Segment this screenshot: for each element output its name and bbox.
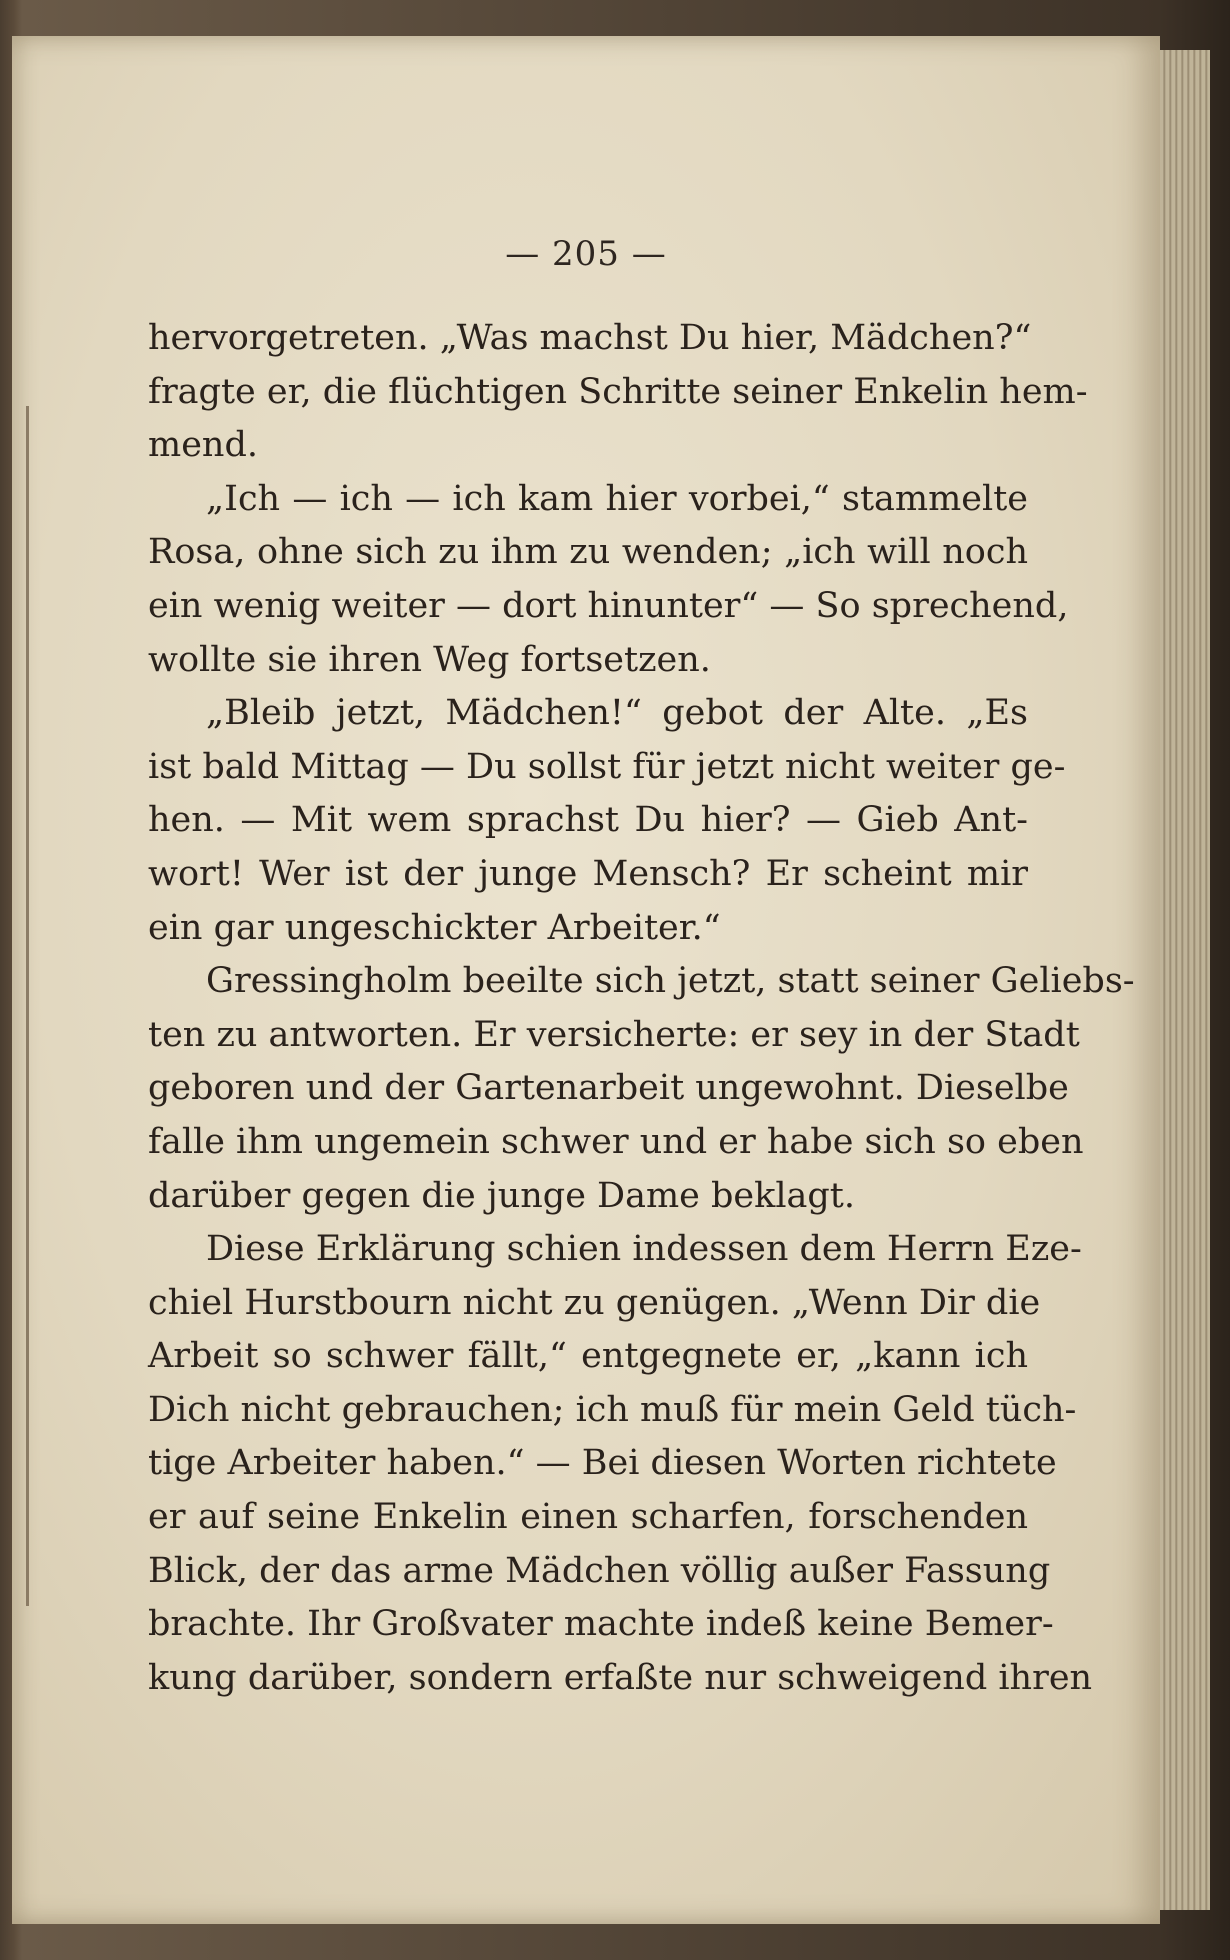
text-line: ein wenig weiter — dort hinunter“ — So sprechend, bbox=[148, 585, 1069, 626]
text-line: wollte sie ihren Weg fortsetzen. bbox=[148, 639, 711, 680]
binding-edge bbox=[26, 406, 29, 1606]
text-line: „Bleib jetzt, Mädchen!“ gebot der Alte. „Es bbox=[206, 693, 1028, 734]
text-line: Blick, der das arme Mädchen völlig außer Fassung bbox=[148, 1550, 1051, 1591]
text-line: Dich nicht gebrauchen; ich muß für mein Geld tüch- bbox=[148, 1389, 1077, 1430]
page-edges bbox=[1160, 50, 1210, 1910]
page-number-header: — 205 — bbox=[505, 234, 667, 274]
text-line: Gressingholm beeilte sich jetzt, statt seiner Geliebs- bbox=[206, 961, 1135, 1002]
text-line: falle ihm ungemein schwer und er habe sich so eben bbox=[148, 1121, 1084, 1162]
text-line: mend. bbox=[148, 425, 258, 466]
text-line: Diese Erklärung schien indessen dem Herrn Eze- bbox=[206, 1229, 1082, 1270]
text-line: tige Arbeiter haben.“ — Bei diesen Worten richtete bbox=[148, 1443, 1057, 1484]
text-line: hen. — Mit wem sprachst Du hier? — Gieb Ant- bbox=[148, 800, 1028, 841]
text-line: geboren und der Gartenarbeit ungewohnt. Dieselbe bbox=[148, 1068, 1069, 1109]
body-text bbox=[148, 312, 1135, 1705]
text-line: Arbeit so schwer fällt,“ entgegnete er, „kann ich bbox=[148, 1336, 1028, 1377]
text-line: ist bald Mittag — Du sollst für jetzt nicht weiter ge- bbox=[148, 746, 1066, 787]
text-line: kung darüber, sondern erfaßte nur schweigend ihren bbox=[148, 1657, 1093, 1698]
book-page bbox=[12, 36, 1160, 1924]
text-line: darüber gegen die junge Dame beklagt. bbox=[148, 1175, 855, 1216]
text-line: ten zu antworten. Er versicherte: er sey in der Stadt bbox=[148, 1014, 1080, 1055]
text-line: ein gar ungeschickter Arbeiter.“ bbox=[148, 907, 721, 948]
text-line: er auf seine Enkelin einen scharfen, forschenden bbox=[148, 1497, 1028, 1538]
text-line: hervorgetreten. „Was machst Du hier, Mädchen?“ bbox=[148, 318, 1032, 358]
text-line: „Ich — ich — ich kam hier vorbei,“ stammelte bbox=[206, 478, 1028, 519]
text-line: brachte. Ihr Großvater machte indeß keine Bemer- bbox=[148, 1604, 1054, 1645]
text-line: fragte er, die flüchtigen Schritte seiner Enkelin hem- bbox=[148, 371, 1088, 412]
text-line: Rosa, ohne sich zu ihm zu wenden; „ich will noch bbox=[148, 532, 1028, 573]
text-line: chiel Hurstbourn nicht zu genügen. „Wenn Dir die bbox=[148, 1282, 1041, 1323]
text-line: wort! Wer ist der junge Mensch? Er scheint mir bbox=[148, 853, 1028, 894]
